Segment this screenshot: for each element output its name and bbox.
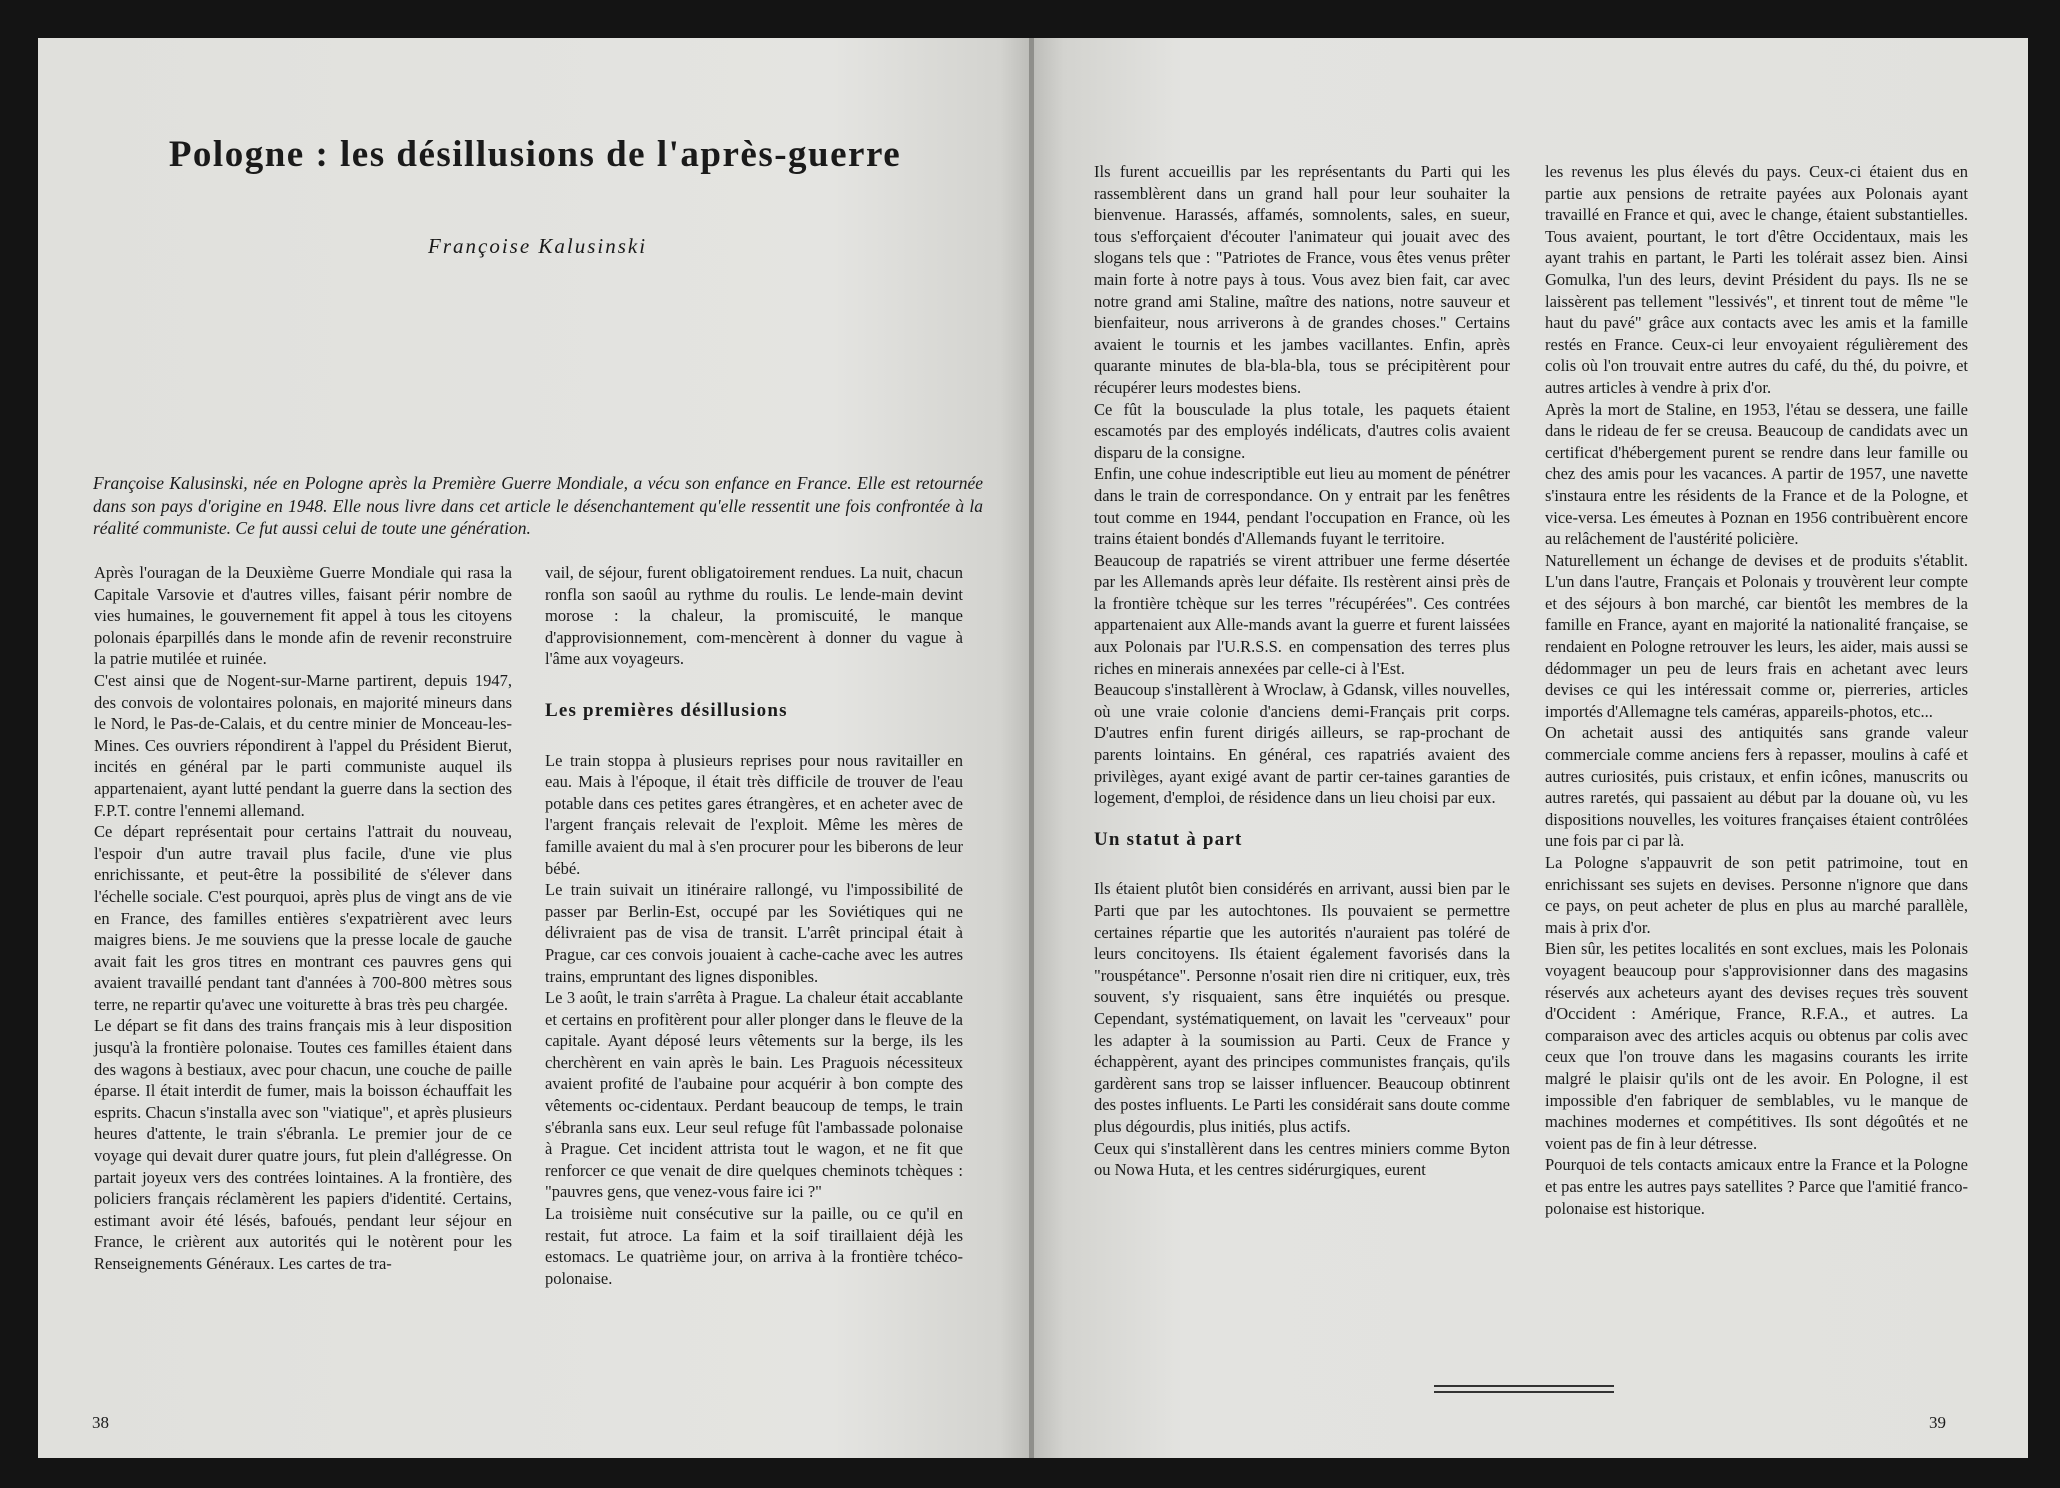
paragraph: Le train suivait un itinéraire rallongé, vu l'impossibilité de passer par Berlin-Est, occupé par les Soviétiques qui ne délivraient pas de visa de transit. L'arrêt principal était à Prague, car ces convois jouaient à cache-cache avec les autres trains, empruntant des lignes disponibles. [545, 880, 963, 986]
page-number: 39 [1929, 1413, 1946, 1432]
paragraph: Enfin, une cohue indescriptible eut lieu au moment de pénétrer dans le train de correspondance. On y entrait par les fenêtres tout comme en 1944, pendant l'occupation en France, où les trains étaient bondés d'Allemands fuyant le territoire. [1094, 464, 1510, 549]
paragraph: C'est ainsi que de Nogent-sur-Marne partirent, depuis 1947, des convois de volontaires polonais, en majorité mineurs dans le Nord, le Pas-de-Calais, et du centre minier de Monceau-les-Mines. Ces ouvriers répondirent à l'appel du Président Bierut, incités en général par le parti communiste auquel ils appartenaient, ayant lutté pendant la guerre dans la section des F.P.T. contre l'ennemi allemand. [94, 670, 512, 820]
right-page [1034, 38, 2028, 1458]
paragraph: Ils étaient plutôt bien considérés en arrivant, aussi bien par le Parti que par les autochtones. Ils pouvaient se permettre certaines répartie que les autorités n'auraient pas toléré de leurs concitoyens. Ils étaient également favorisés dans la "rouspétance". Personne n'osait rien dire ni critiquer, eux, très souvent, s'y risquaient, sans être inquiétés ou presque. Cependant, systématiquement, on lavait les "cerveaux" pour les adapter à la soumission au Parti. Ceux de France y échappèrent, ayant des principes communistes français, qu'ils gardèrent sans trop se laisser influencer. Beaucoup obtinrent des postes influents. Le Parti les considérait sans doute comme plus dégourdis, plus initiés, plus actifs. [1094, 879, 1510, 1136]
paragraph: Le train stoppa à plusieurs reprises pour nous ravitailler en eau. Mais à l'époque, il était très difficile de trouver de l'eau potable dans ces petites gares étrangères, et en acheter avec de l'argent français relevait de l'exploit. Même les mères de famille avaient du mal à s'en procurer pour les biberons de leur bébé. [545, 750, 963, 878]
page-number: 38 [92, 1413, 109, 1432]
paragraph: Bien sûr, les petites localités en sont exclues, mais les Polonais voyagent beaucoup pour s'approvisionner dans des magasins réservés aux acheteurs ayant des devises reçues très souvent d'Occident : Amérique, France, R.F.A., et autres. La comparaison avec des articles acquis ou obtenus par colis avec ceux que l'on trouve dans les magasins courants les irrite malgré le plaisir qu'ils ont de les avoir. En Pologne, il est impossible d'en fabriquer de semblables, vu le manque de machines modernes et compétitives. Ils sont dégoûtés et ne voient pas de fin à leur détresse. [1545, 939, 1968, 1153]
paragraph: La Pologne s'appauvrit de son petit patrimoine, tout en enrichissant ses sujets en devises. Personne n'ignore que dans ce pays, on peut acheter de plus en plus au marché parallèle, mais à prix d'or. [1545, 853, 1968, 937]
paragraph: Beaucoup s'installèrent à Wroclaw, à Gdansk, villes nouvelles, où une vraie colonie d'anciens demi-Français prit corps. D'autres enfin furent dirigés ailleurs, se rap-prochant de parents lointains. En général, ces rapatriés avaient des privilèges, ayant exigé avant de partir cer-taines garanties de logement, d'emploi, de résidence dans un lieu choisi par eux. [1094, 680, 1510, 808]
paragraph: Le départ se fit dans des trains français mis à leur disposition jusqu'à la frontière polonaise. Toutes ces familles étaient dans des wagons à bestiaux, avec pour chacun, une couche de paille éparse. Il était interdit de fumer, mais la boisson échauffait les esprits. Chacun s'installa avec son "viatique", et après plusieurs heures d'attente, le train s'ébranla. Le premier jour de ce voyage qui devait durer quatre jours, fut plein d'allégresse. On partait joyeux vers des contrées lointaines. A la frontière, des policiers français réclamèrent les papiers d'identité. Certains, estimant avoir été lésés, bafoués, pendant leur séjour en France, le crièrent aux autorités qui le notèrent pour les Renseignements Généraux. Les cartes de tra- [94, 1016, 512, 1273]
article-title: Pologne : les désillusions de l'après-guerre [168, 134, 902, 175]
paragraph: Beaucoup de rapatriés se virent attribuer une ferme désertée par les Allemands après leur défaite. Ils restèrent ainsi près de la frontière tchèque sur les terres "récupérées". Ces contrées appartenaient aux Alle-mands avant la guerre et furent laissées aux Polonais par l'U.R.S.S. en compensation des terres plus riches en minerais annexées par celle-ci à l'Est. [1094, 550, 1510, 678]
text-column-3 [1094, 161, 1510, 1181]
paragraph: Après l'ouragan de la Deuxième Guerre Mondiale qui rasa la Capitale Varsovie et d'autres villes, faisant périr nombre de vies humaines, le gouvernement fit appel à tous les citoyens polonais éparpillés dans le monde afin de revenir reconstruire la patrie mutilée et ruinée. [94, 563, 512, 669]
paragraph: Ceux qui s'installèrent dans les centres miniers comme Byton ou Nowa Huta, et les centres sidérurgiques, eurent [1094, 1138, 1510, 1180]
paragraph: Naturellement un échange de devises et de produits s'établit. L'un dans l'autre, Français et Polonais y trouvèrent leur compte et des séjours à bon marché, car bientôt les membres de la famille en France, ayant en majorité la nationalité française, se rendaient en Pologne retrouver les leurs, les aider, mais aussi se dédommager un peu de leurs frais en achetant avec leurs devises ce qui les intéressait comme or, pierreries, articles importés d'Allemagne tels caméras, appareils-photos, etc... [1545, 550, 1968, 721]
paragraph: Après la mort de Staline, en 1953, l'étau se dessera, une faille dans le rideau de fer se creusa. Beaucoup de candidats avec un certificat d'hébergement purent se rendre dans leur famille ou chez des amis pour les vacances. A partir de 1957, une navette s'instaura entre les résidents de la France et de la Pologne, et vice-versa. Les émeutes à Poznan en 1956 contribuèrent encore au relâchement de l'austérité policière. [1545, 399, 1968, 549]
left-page [38, 38, 1030, 1458]
paragraph: Ce fût la bousculade la plus totale, les paquets étaient escamotés par des employés indélicats, d'autres colis avaient disparu de la consigne. [1094, 399, 1510, 462]
paragraph: La troisième nuit consécutive sur la paille, ou ce qu'il en restait, fut atroce. La faim et la soif tiraillaient déjà les estomacs. Le quatrième jour, on arriva à la frontière tchéco-polonaise. [545, 1204, 963, 1288]
section-heading: Les premières désillusions [545, 699, 788, 721]
paragraph: les revenus les plus élevés du pays. Ceux-ci étaient dus en partie aux pensions de retraite payées aux Polonais ayant travaillé en France et qui, avec le change, étaient substantielles. Tous avaient, pourtant, le tort d'être Occidentaux, mais les ayant trahis en partant, le Parti les tolérait assez bien. Ainsi Gomulka, l'un des leurs, devint Président du pays. Ils ne se laissèrent pas tellement "lessivés", et tinrent tout de même "le haut du pavé" grâce aux contacts avec les amis et la famille restés en France. Ceux-ci leur envoyaient régulièrement des colis où l'on trouvait entre autres du café, du thé, du poivre, et autres articles à vendre à prix d'or. [1545, 162, 1968, 397]
spacer [1094, 809, 1510, 829]
paragraph: Le 3 août, le train s'arrêta à Prague. La chaleur était accablante et certains en profitèrent pour aller plonger dans le fleuve de la capitale. Ayant déposé leurs vêtements sur la berge, ils les cherchèrent en vain après le bain. Les Praguois nécessiteux avaient profité de l'aubaine pour acquérir à bon compte des vêtements oc-cidentaux. Perdant beaucoup de temps, le train s'ébranla sans eux. Leur seul refuge fût l'ambassade polonaise à Prague. Cet incident attrista tout le wagon, et ne fit que renforcer ce que venait de dire quelques cheminots tchèques : "pauvres gens, que venez-vous faire ici ?" [545, 988, 963, 1202]
spacer [545, 670, 963, 700]
text-column-1 [94, 562, 512, 1275]
end-rule [1434, 1385, 1614, 1387]
paragraph: Ils furent accueillis par les représentants du Parti qui les rassemblèrent dans un grand hall pour leur souhaiter la bienvenue. Harassés, affamés, somnolents, sales, en sueur, tous s'efforçaient d'écouter l'animateur qui jouait avec des slogans tels que : "Patriotes de France, vous êtes venus prêter main forte à notre pays à tous. Vous avez bien fait, car avec notre grand ami Staline, maître des nations, notre sauveur et bienfaiteur, nous arriverons à de grandes choses." Certains avaient le tournis et les jambes vacillantes. Enfin, après quarante minutes de bla-bla-bla, tous se précipitèrent pour récupérer leurs modestes biens. [1094, 162, 1510, 397]
text-column-2 [545, 562, 963, 1289]
paragraph: Ce départ représentait pour certains l'attrait du nouveau, l'espoir d'un autre travail plus facile, d'une vie plus enrichissante, et peut-être la possibilité de s'élever dans l'échelle sociale. C'est pourquoi, après plus de vingt ans de vie en France, des familles entières s'expatrièrent avec leurs maigres biens. Je me souviens que la presse locale de gauche avait fait les gros titres en montrant ces pauvres gens qui avaient travaillé pendant tant d'années à 700-800 mètres sous terre, ne repartir qu'avec une voiturette à bras très peu chargée. [94, 822, 512, 1014]
paragraph: On achetait aussi des antiquités sans grande valeur commerciale comme anciens fers à repasser, moulins à café et autres curiosités, puis cristaux, et enfin icônes, manuscrits ou autres raretés, qui passaient au début par la douane où, vu les dispositions nouvelles, les voitures françaises étaient contrôlées une fois par ci par là. [1545, 723, 1968, 851]
text-column-4 [1545, 161, 1968, 1219]
paragraph: Pourquoi de tels contacts amicaux entre la France et la Pologne et pas entre les autres pays satellites ? Parce que l'amitié franco-polonaise est historique. [1545, 1155, 1968, 1218]
end-rule [1434, 1391, 1614, 1393]
section-heading: Un statut à part [1094, 828, 1243, 850]
paragraph: vail, de séjour, furent obligatoirement rendues. La nuit, chacun ronfla son saoûl au rythme du roulis. Le lende-main devint morose : la chaleur, la promiscuité, le manque d'approvisionnement, com-mencèrent à donner du vague à l'âme aux voyageurs. [545, 563, 963, 669]
article-intro: Françoise Kalusinski, née en Pologne après la Première Guerre Mondiale, a vécu son enfance en France. Elle est retournée dans son pays d'origine en 1948. Elle nous livre dans cet article le désenchantement qu'elle ressentit une fois confrontée à la réalité communiste. Ce fut aussi celui de toute une génération. [93, 473, 983, 538]
article-author: Françoise Kalusinski [428, 234, 648, 258]
